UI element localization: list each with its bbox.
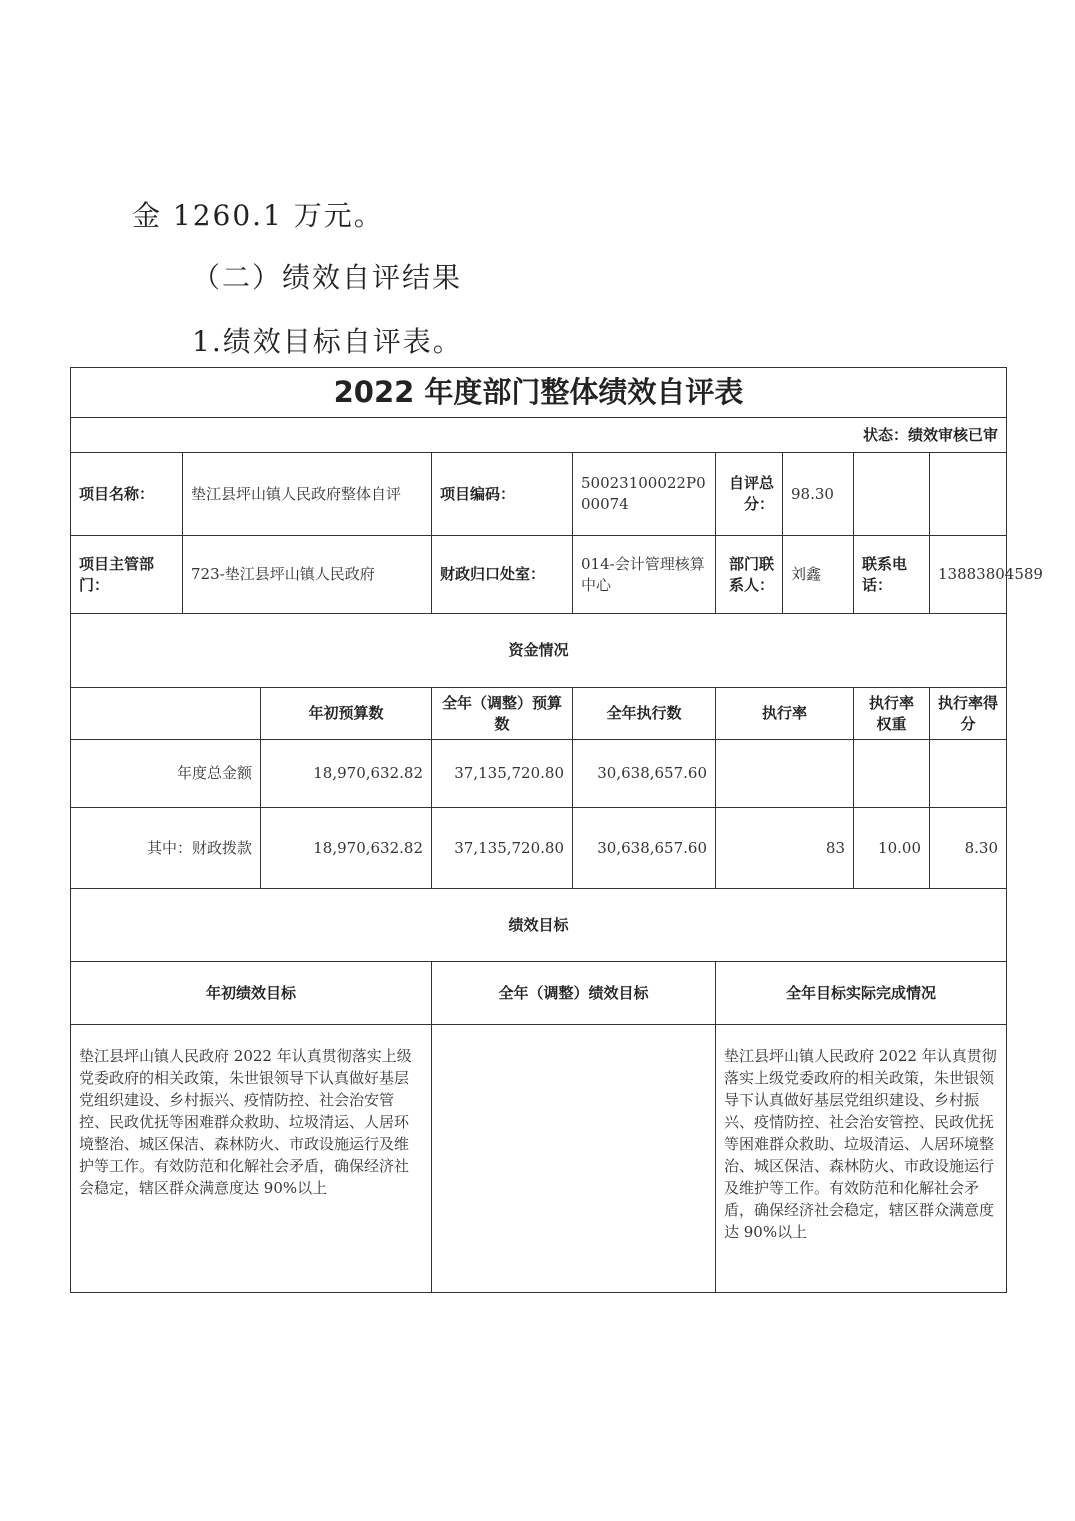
row-label: 年度总金额 <box>71 740 261 808</box>
contact-label: 部门联系人： <box>716 536 783 614</box>
score-label: 自评总分： <box>716 453 783 536</box>
goal-actual-text: 垫江县坪山镇人民政府 2022 年认真贯彻落实上级党委政府的相关政策，朱世银领导下认真做好基层党组织建设、乡村振兴、疫情防控、社会治安管控、民政优抚等困难群众救助、垃圾清运、人居环境整治、城区保洁、森林防火、市政设施运行及维护等工作。有效防范和化解社会矛盾，确保经济社会稳定，辖区群众满意度达 90%以上 <box>716 1025 1007 1293</box>
rate-cell: 83 <box>716 808 854 889</box>
phone-label: 联系电话： <box>854 536 930 614</box>
initial-budget-cell: 18,970,632.82 <box>261 740 432 808</box>
table-row <box>71 808 1007 889</box>
funds-section-header: 资金情况 <box>71 614 1007 688</box>
subsection-heading-table: 1.绩效目标自评表。 <box>192 325 463 358</box>
finance-office-label: 财政归口处室： <box>432 536 573 614</box>
col-header-rate-score: 执行率得分 <box>930 688 1007 740</box>
col-header-initial-budget: 年初预算数 <box>261 688 432 740</box>
empty-cell <box>930 453 1007 536</box>
rate-cell <box>716 740 854 808</box>
paragraph-funds-amount: 金 1260.1 万元。 <box>132 199 384 232</box>
col-header-adjusted-budget: 全年（调整）预算数 <box>432 688 573 740</box>
score-value: 98.30 <box>783 453 854 536</box>
project-name-value: 垫江县坪山镇人民政府整体自评 <box>183 453 432 536</box>
project-name-label: 项目名称： <box>71 453 183 536</box>
goal-header-adjusted: 全年（调整）绩效目标 <box>432 962 716 1025</box>
empty-cell <box>71 688 261 740</box>
goal-initial-text: 垫江县坪山镇人民政府 2022 年认真贯彻落实上级党委政府的相关政策，朱世银领导下认真做好基层党组织建设、乡村振兴、疫情防控、社会治安管控、民政优抚等困难群众救助、垃圾清运、人居环境整治、城区保洁、森林防火、市政设施运行及维护等工作。有效防范和化解社会矛盾，确保经济社会稳定，辖区群众满意度达 90%以上 <box>71 1025 432 1293</box>
section-heading-results: （二）绩效自评结果 <box>192 261 463 294</box>
table-title: 2022 年度部门整体绩效自评表 <box>71 368 1007 418</box>
col-header-executed: 全年执行数 <box>573 688 716 740</box>
goal-header-initial: 年初绩效目标 <box>71 962 432 1025</box>
executed-cell: 30,638,657.60 <box>573 808 716 889</box>
col-header-rate: 执行率 <box>716 688 854 740</box>
row-label: 其中：财政拨款 <box>71 808 261 889</box>
performance-evaluation-table <box>70 367 1043 1293</box>
adjusted-budget-cell: 37,135,720.80 <box>432 740 573 808</box>
phone-value: 13883804589 <box>930 536 1007 614</box>
dept-label: 项目主管部门： <box>71 536 183 614</box>
weight-cell <box>854 740 930 808</box>
weight-cell: 10.00 <box>854 808 930 889</box>
score-cell <box>930 740 1007 808</box>
score-cell: 8.30 <box>930 808 1007 889</box>
executed-cell: 30,638,657.60 <box>573 740 716 808</box>
goal-header-actual: 全年目标实际完成情况 <box>716 962 1007 1025</box>
contact-value: 刘鑫 <box>783 536 854 614</box>
initial-budget-cell: 18,970,632.82 <box>261 808 432 889</box>
dept-value: 723-垫江县坪山镇人民政府 <box>183 536 432 614</box>
goals-section-header: 绩效目标 <box>71 889 1007 962</box>
project-code-label: 项目编码： <box>432 453 573 536</box>
status-text: 状态：绩效审核已审 <box>71 418 1007 453</box>
col-header-rate-weight: 执行率权重 <box>854 688 930 740</box>
adjusted-budget-cell: 37,135,720.80 <box>432 808 573 889</box>
finance-office-value: 014-会计管理核算中心 <box>573 536 716 614</box>
table-row <box>71 740 1007 808</box>
project-code-value: 50023100022P000074 <box>573 453 716 536</box>
empty-cell <box>854 453 930 536</box>
goal-adjusted-text <box>432 1025 716 1293</box>
